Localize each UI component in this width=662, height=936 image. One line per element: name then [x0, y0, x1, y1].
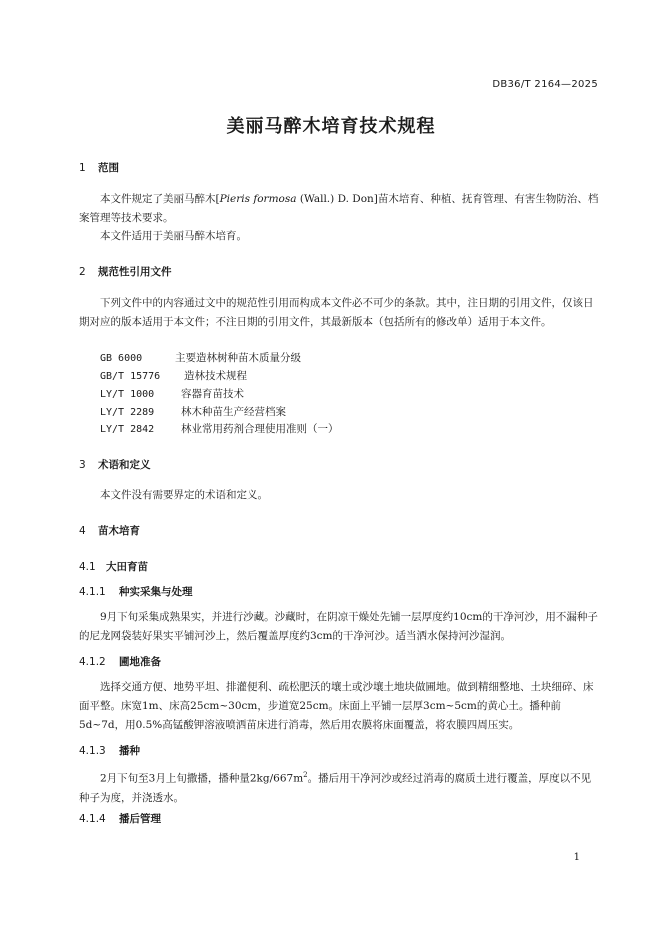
text-run: 2月下旬至3月上旬撒播，播种量2kg/667m — [100, 772, 304, 785]
section-2-paragraph-1: 下列文件中的内容通过文中的规范性引用而构成本文件必不可少的条款。其中，注日期的引用文件，仅该日期对应的版本适用于本文件；不注日期的引用文件，其最新版本（包括所有的修改单）适用于本文件。 — [79, 297, 594, 328]
reference-title: 造林技术规程 — [184, 370, 247, 382]
page-number: 1 — [573, 852, 580, 863]
section-number: 4.1.1 — [79, 586, 106, 598]
section-title: 大田育苗 — [106, 561, 148, 573]
section-title: 范围 — [98, 162, 119, 174]
section-1-paragraph-1 — [79, 190, 599, 228]
subsection-4-1-heading — [79, 559, 148, 574]
section-title: 规范性引用文件 — [98, 266, 172, 278]
subsection-4-1-3-paragraph — [79, 766, 599, 808]
section-title: 圃地准备 — [119, 656, 161, 668]
section-title: 种实采集与处理 — [119, 586, 193, 598]
section-number: 1 — [79, 162, 86, 174]
subsection-4-1-3-heading — [79, 743, 140, 758]
section-1-heading — [79, 160, 119, 175]
section-number: 3 — [79, 459, 86, 471]
reference-item — [100, 404, 286, 419]
text-run: (Wall.) D. Don]苗木培育、种植、抚育管理、有害生物防治、档案管理等技术要求。 — [79, 193, 599, 224]
reference-title: 容器育苗技术 — [181, 388, 244, 400]
subsection-4-1-1-paragraph: 9月下旬采集成熟果实，并进行沙藏。沙藏时，在阴凉干燥处先铺一层厚度约10cm的干净河沙，用不漏种子的尼龙网袋装好果实平铺河沙上，然后覆盖厚度约3cm的干净河沙。适当洒水保持河沙湿润。 — [79, 611, 598, 642]
section-number: 4.1.4 — [79, 813, 106, 825]
reference-item — [100, 350, 301, 365]
section-title: 播后管理 — [119, 813, 161, 825]
section-number: 4.1.2 — [79, 656, 106, 668]
document-title: 美丽马醉木培育技术规程 — [226, 116, 436, 137]
reference-item — [100, 368, 247, 383]
subsection-4-1-2-paragraph: 选择交通方便、地势平坦、排灌便利、疏松肥沃的壤土或沙壤土地块做圃地。做到精细整地、土块细碎、床面平整。床宽1m、床高25cm~30cm，步道宽25cm。床面上平铺一层厚3cm~5cm的黄心土。播种前5d~7d，用0.5%高锰酸钾溶液喷洒苗床进行消毒，然后用农膜将床面覆盖，将农膜四周压实。 — [79, 681, 594, 731]
section-title: 播种 — [119, 745, 140, 757]
text-run: 本文件规定了美丽马醉木[ — [100, 193, 220, 205]
section-1-paragraph-2: 本文件适用于美丽马醉木培育。 — [100, 230, 247, 242]
reference-code: GB/T 15776 — [100, 371, 161, 382]
section-3-heading — [79, 457, 151, 472]
reference-code: GB 6000 — [100, 353, 143, 364]
reference-code: LY/T 1000 — [100, 389, 155, 400]
section-title: 术语和定义 — [98, 459, 151, 471]
section-number: 4 — [79, 525, 86, 537]
section-2-heading — [79, 264, 172, 279]
latin-name: Pieris formosa — [219, 193, 297, 205]
standard-number: DB36/T 2164—2025 — [492, 79, 598, 90]
section-number: 4.1.3 — [79, 745, 106, 757]
reference-code: LY/T 2289 — [100, 407, 155, 418]
section-3-paragraph-1: 本文件没有需要界定的术语和定义。 — [100, 489, 268, 501]
section-4-heading — [79, 523, 140, 538]
subsection-4-1-2-heading — [79, 654, 161, 669]
reference-code: LY/T 2842 — [100, 424, 155, 435]
section-title: 苗木培育 — [98, 525, 140, 537]
section-number: 4.1 — [79, 561, 96, 573]
subsection-4-1-1-heading — [79, 584, 193, 599]
section-number: 2 — [79, 266, 86, 278]
reference-item — [100, 421, 339, 436]
reference-title: 林业常用药剂合理使用准则（一） — [181, 423, 339, 435]
text-run: 。播后用干净河沙或经过消毒的腐质土进行覆盖，厚度以不见种子为度，并浇透水。 — [79, 772, 592, 804]
reference-title: 林木种苗生产经营档案 — [181, 406, 286, 418]
reference-title: 主要造林树种苗木质量分级 — [175, 352, 301, 364]
superscript: 2 — [303, 771, 308, 779]
reference-item — [100, 386, 244, 401]
subsection-4-1-4-heading — [79, 811, 161, 826]
